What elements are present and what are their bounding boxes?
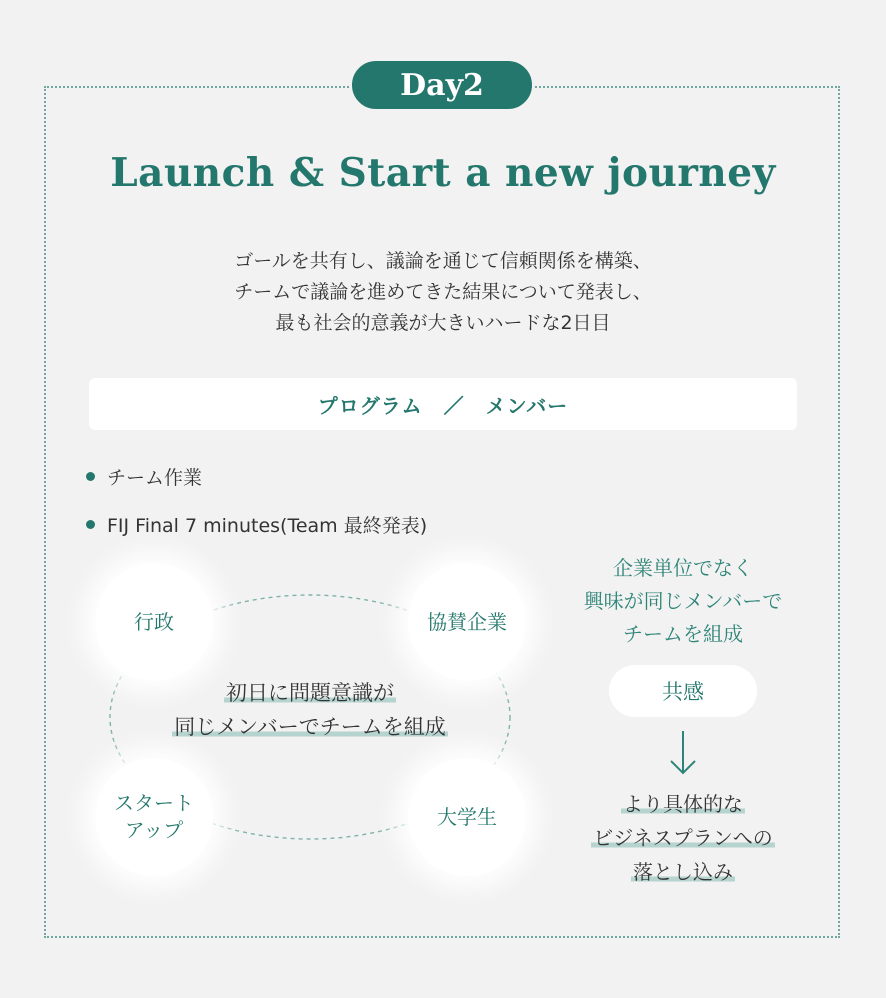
node-gyosei xyxy=(95,563,213,681)
node-label: 行政 xyxy=(134,609,174,634)
list-item xyxy=(86,500,427,548)
center-caption-line: 同じメンバーでチームを組成 xyxy=(174,715,446,739)
node-kyosan-kigyo xyxy=(408,563,526,681)
right-bottom-text xyxy=(560,787,806,889)
node-label: 協賛企業 xyxy=(427,609,507,634)
page-title: Launch & Start a new journey xyxy=(110,150,776,196)
right-top-line: チームを組成 xyxy=(623,622,743,646)
bullet-dot-icon xyxy=(86,472,95,481)
list-item xyxy=(86,452,427,500)
node-label-line: スタート xyxy=(114,791,194,815)
right-bottom-line: ビジネスプランへの xyxy=(593,826,773,850)
right-bottom-line: 落とし込み xyxy=(633,860,733,884)
intro-text xyxy=(0,246,886,339)
intro-line: ゴールを共有し、議論を通じて信頼関係を構築、 xyxy=(234,250,652,272)
arrow-down-icon xyxy=(663,727,703,779)
right-bottom-line: より具体的な xyxy=(623,792,743,816)
bullet-list xyxy=(86,452,427,548)
node-daigakusei xyxy=(408,758,526,876)
right-top-text xyxy=(560,552,806,651)
program-member-bar: プログラム ／ メンバー xyxy=(89,378,797,430)
bullet-dot-icon xyxy=(86,520,95,529)
right-top-line: 企業単位でなく xyxy=(613,556,753,580)
intro-line: チームで議論を進めてきた結果について発表し、 xyxy=(234,281,652,303)
center-caption-line: 初日に問題意識が xyxy=(226,681,394,705)
bullet-text: チーム作業 xyxy=(107,466,203,489)
node-label xyxy=(114,790,194,844)
node-label: 大学生 xyxy=(437,804,497,829)
right-flow xyxy=(560,552,806,889)
right-top-line: 興味が同じメンバーで xyxy=(583,589,783,613)
node-label-line: アップ xyxy=(124,818,184,842)
center-caption xyxy=(140,676,480,744)
bullet-text: FIJ Final 7 minutes(Team 最終発表) xyxy=(107,514,428,537)
kyokan-pill: 共感 xyxy=(609,665,757,717)
node-startup xyxy=(95,758,213,876)
intro-line: 最も社会的意義が大きいハードな2日目 xyxy=(275,312,611,334)
day-badge: Day2 xyxy=(349,58,535,112)
